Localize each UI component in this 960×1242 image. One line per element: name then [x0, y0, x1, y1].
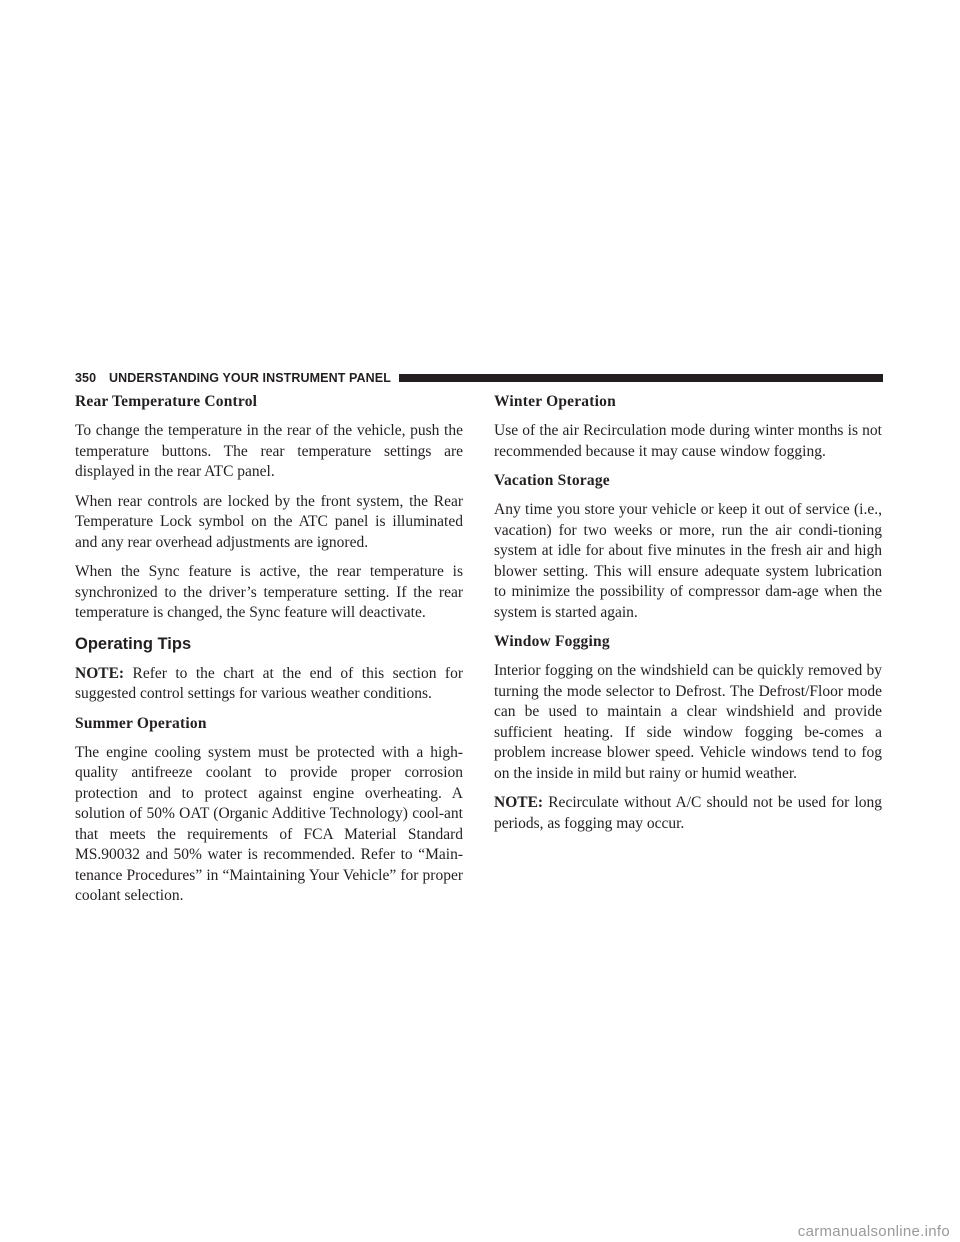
vacation-storage-heading: Vacation Storage — [494, 472, 610, 489]
header-rule — [399, 374, 883, 382]
page-number: 350 — [75, 371, 97, 385]
note-text: Refer to the chart at the end of this section for suggested control settings for various weather conditions. — [75, 664, 463, 702]
page-header — [75, 372, 883, 384]
note-label: NOTE: — [75, 664, 125, 682]
window-fogging-heading: Window Fogging — [494, 633, 610, 650]
rear-temperature-paragraph-2: When rear controls are locked by the front system, the Rear Temperature Lock symbol on the ATC panel is illuminated and any rear overhead adjustments are ignored. — [75, 492, 463, 551]
window-fogging-paragraph: Interior fogging on the windshield can be quickly removed by turning the mode selector to Defrost. The Defrost/Floor mode can be used to maintain a clear windshield and provide sufficient heating. If side window fogging be-comes a problem increase blower speed. Vehicle windows tend to fog on the inside in mild but rainy or humid weather. — [494, 662, 882, 782]
note-recirculate — [494, 793, 882, 834]
watermark: carmanualsonline.info — [797, 1223, 950, 1240]
rear-temperature-paragraph-3: When the Sync feature is active, the rear temperature is synchronized to the driver’s temperature setting. If the rear temperature is changed, the Sync feature will deactivate. — [75, 563, 463, 621]
winter-operation-paragraph: Use of the air Recirculation mode during winter months is not recommended because it may cause window fogging. — [494, 422, 882, 460]
operating-tips-heading: Operating Tips — [75, 634, 192, 653]
note-operating-tips — [75, 664, 463, 705]
summer-operation-paragraph: The engine cooling system must be protected with a high-quality antifreeze coolant to provide proper corrosion protection and to protect against engine overheating. A solution of 50% OAT (Organic Additive Technology) cool-ant that meets the requirements of FCA Material Standard MS.90032 and 50% water is recommended. Refer to “Main-tenance Procedures” in “Maintaining Your Vehicle” for proper coolant selection. — [75, 743, 463, 904]
note-label: NOTE: — [494, 794, 544, 811]
left-column — [75, 392, 463, 916]
rear-temperature-paragraph-1: To change the temperature in the rear of the vehicle, push the temperature buttons. The rear temperature settings are displayed in the rear ATC panel. — [75, 422, 463, 480]
note-text: Recirculate without A/C should not be used for long periods, as fogging may occur. — [494, 794, 882, 832]
rear-temperature-heading: Rear Temperature Control — [75, 393, 258, 410]
winter-operation-heading: Winter Operation — [494, 393, 616, 410]
vacation-storage-paragraph: Any time you store your vehicle or keep it out of service (i.e., vacation) for two weeks or more, run the air condi-tioning system at idle for about five minutes in the fresh air and high blower setting. This will ensure adequate system lubrication to minimize the possibility of compressor dam-age when the system is started again. — [494, 501, 882, 621]
section-title: UNDERSTANDING YOUR INSTRUMENT PANEL — [109, 371, 391, 385]
right-column — [494, 392, 882, 843]
summer-operation-heading: Summer Operation — [75, 714, 207, 732]
